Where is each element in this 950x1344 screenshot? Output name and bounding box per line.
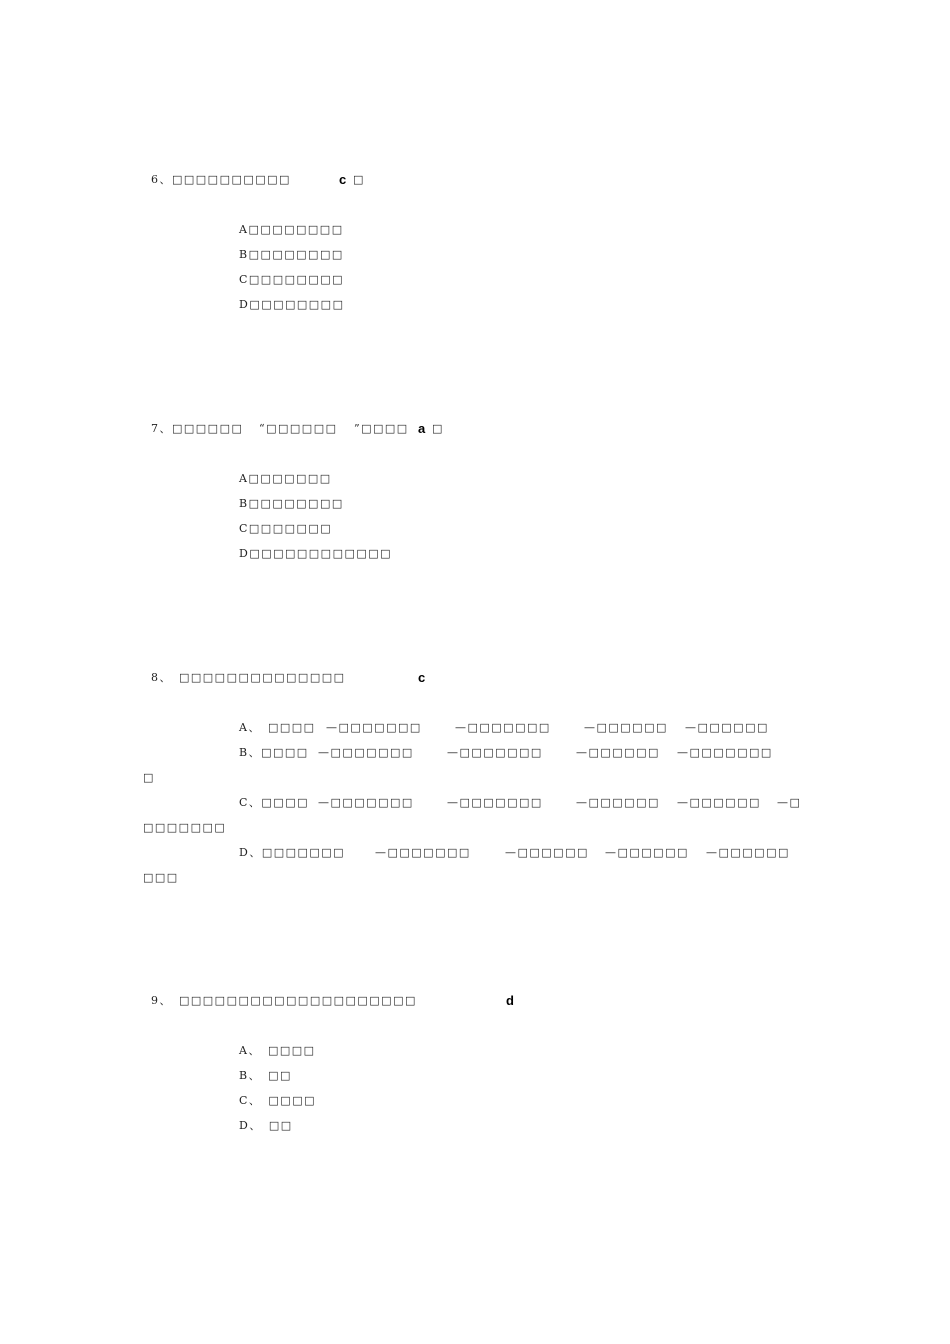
question-6-option-a: A□□□□□□□□ bbox=[239, 223, 344, 236]
question-9-option-a: A、 □□□□ bbox=[239, 1044, 316, 1057]
question-9-option-d: D、 □□ bbox=[239, 1119, 293, 1132]
question-6-option-b: B□□□□□□□□ bbox=[239, 248, 344, 261]
question-8-option-c-step: —□ bbox=[777, 796, 802, 809]
question-8-option-d-label: D、□□□□□□□ bbox=[239, 846, 346, 859]
question-8-option-b-step: —□□□□□□□ bbox=[677, 746, 773, 759]
question-8-option-b-continuation: □ bbox=[143, 771, 155, 784]
question-8-option-c-continuation: □□□□□□□ bbox=[143, 821, 227, 834]
question-8-option-d-step: —□□□□□□ bbox=[505, 846, 589, 859]
question-8-option-d-step: —□□□□□□□ bbox=[375, 846, 471, 859]
question-8-option-a-step: —□□□□□□□ bbox=[326, 721, 422, 734]
question-8-option-a-step: —□□□□□□ bbox=[584, 721, 668, 734]
question-8-option-d-step: —□□□□□□ bbox=[605, 846, 689, 859]
question-7-stem: 7、□□□□□□ bbox=[151, 422, 244, 435]
question-8-option-a-label: A、 □□□□ bbox=[239, 721, 316, 734]
question-8-option-b-step: —□□□□□□□ bbox=[318, 746, 414, 759]
question-6-close: □ bbox=[353, 173, 365, 186]
question-7-quote-open: “□□□□□□ bbox=[259, 422, 338, 435]
question-8-option-d-step: —□□□□□□ bbox=[706, 846, 790, 859]
question-8-option-b-step: —□□□□□□□ bbox=[447, 746, 543, 759]
question-8-option-c-step: —□□□□□□ bbox=[576, 796, 660, 809]
question-7-close: □ bbox=[432, 422, 444, 435]
question-7-option-b: B□□□□□□□□ bbox=[239, 497, 344, 510]
question-7-option-d: D□□□□□□□□□□□□ bbox=[239, 547, 393, 560]
question-8-option-c-label: C、□□□□ bbox=[239, 796, 309, 809]
question-7-answer: a bbox=[418, 421, 426, 436]
question-9-answer: d bbox=[506, 993, 514, 1008]
question-6-answer: c bbox=[339, 172, 347, 187]
question-8-answer: c bbox=[418, 670, 426, 685]
question-6-option-d: D□□□□□□□□ bbox=[239, 298, 345, 311]
question-6-option-c: C□□□□□□□□ bbox=[239, 273, 345, 286]
question-8-option-c-step: —□□□□□□□ bbox=[447, 796, 543, 809]
question-7-option-c: C□□□□□□□ bbox=[239, 522, 333, 535]
question-8-option-b-label: B、□□□□ bbox=[239, 746, 309, 759]
question-7-quote-close: ”□□□□ bbox=[354, 422, 409, 435]
question-8-option-c-step: —□□□□□□□ bbox=[318, 796, 414, 809]
question-9-stem: 9、 □□□□□□□□□□□□□□□□□□□□ bbox=[151, 994, 417, 1007]
question-8-stem: 8、 □□□□□□□□□□□□□□ bbox=[151, 671, 346, 684]
question-8-option-a-step: —□□□□□□ bbox=[685, 721, 769, 734]
question-8-option-a-step: —□□□□□□□ bbox=[455, 721, 551, 734]
question-9-option-b: B、 □□ bbox=[239, 1069, 292, 1082]
question-7-option-a: A□□□□□□□ bbox=[239, 472, 332, 485]
question-8-option-d-continuation: □□□ bbox=[143, 871, 179, 884]
question-8-option-b-step: —□□□□□□ bbox=[576, 746, 660, 759]
question-8-option-c-step: —□□□□□□ bbox=[677, 796, 761, 809]
question-6-stem: 6、□□□□□□□□□□ bbox=[151, 173, 291, 186]
question-9-option-c: C、 □□□□ bbox=[239, 1094, 316, 1107]
